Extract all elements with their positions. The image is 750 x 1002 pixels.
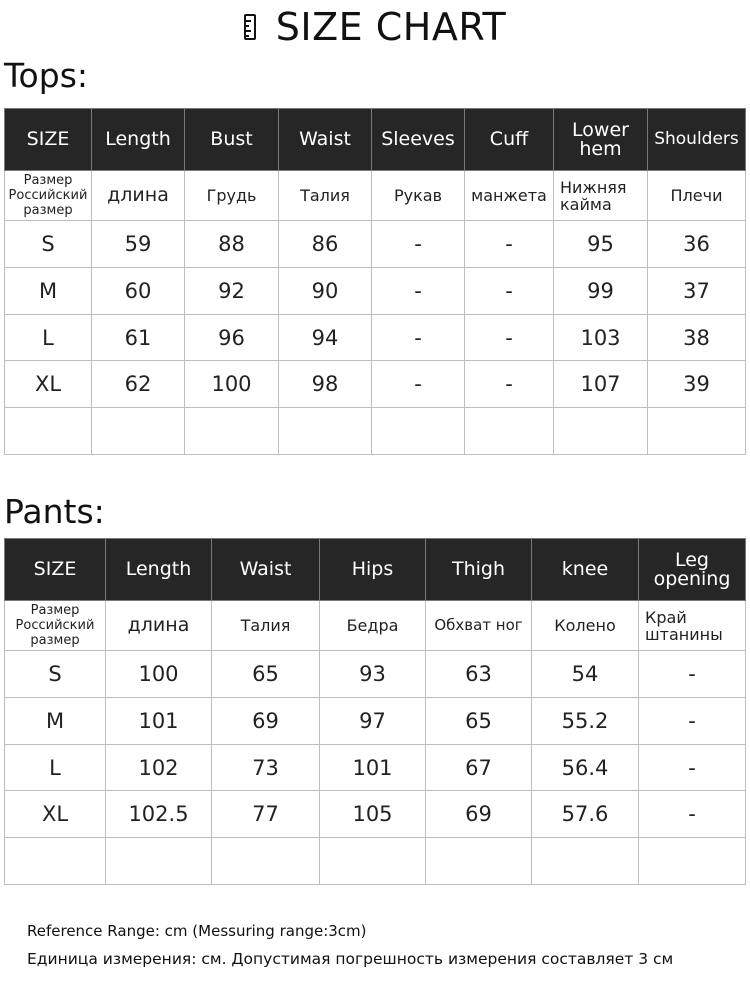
table-row	[5, 408, 746, 455]
tops-ru-shoulders: Плечи	[648, 171, 746, 221]
table-cell: 102	[106, 745, 212, 791]
tops-ru-sleeves: Рукав	[372, 171, 465, 221]
table-cell: 103	[554, 315, 648, 361]
tops-header-shoulders: Shoulders	[648, 109, 746, 171]
table-row	[5, 791, 746, 838]
table-cell: 90	[279, 268, 372, 315]
measurement-notes	[27, 922, 673, 968]
tops-heading: Tops:	[4, 56, 88, 95]
table-cell: 105	[320, 791, 426, 838]
tops-header-lower-hem: Lower hem	[554, 109, 648, 171]
pants-header-waist: Waist	[212, 539, 320, 601]
table-cell: -	[465, 221, 554, 268]
table-cell: -	[639, 698, 746, 745]
table-row	[5, 268, 746, 315]
table-cell	[106, 838, 212, 885]
table-cell: -	[372, 315, 465, 361]
table-cell: -	[465, 361, 554, 408]
table-cell	[465, 408, 554, 455]
pants-ru-length: длина	[106, 601, 212, 651]
table-cell: 92	[185, 268, 279, 315]
table-cell: -	[372, 361, 465, 408]
table-cell: S	[5, 651, 106, 698]
tops-header-row	[5, 109, 746, 171]
tops-header-bust: Bust	[185, 109, 279, 171]
table-cell	[532, 838, 639, 885]
table-cell	[639, 838, 746, 885]
table-cell: -	[372, 268, 465, 315]
tops-ru-cuff: манжета	[465, 171, 554, 221]
reference-range-note: Reference Range: cm (Messuring range:3cm)	[27, 922, 367, 940]
ruler-icon	[244, 14, 256, 40]
table-cell: 57.6	[532, 791, 639, 838]
table-cell: XL	[5, 791, 106, 838]
pants-russian-row	[5, 601, 746, 651]
table-row	[5, 838, 746, 885]
table-cell: 101	[320, 745, 426, 791]
table-cell: M	[5, 268, 92, 315]
table-cell: 97	[320, 698, 426, 745]
table-row	[5, 361, 746, 408]
table-cell	[5, 838, 106, 885]
tops-header-waist: Waist	[279, 109, 372, 171]
pants-header-leg-opening: Leg opening	[639, 539, 746, 601]
table-cell: 98	[279, 361, 372, 408]
pants-header-size: SIZE	[5, 539, 106, 601]
table-cell: 39	[648, 361, 746, 408]
pants-ru-size: Размер Российский размер	[5, 601, 106, 651]
table-cell: 96	[185, 315, 279, 361]
table-cell: 56.4	[532, 745, 639, 791]
table-cell	[185, 408, 279, 455]
pants-size-table	[4, 538, 746, 885]
table-cell	[92, 408, 185, 455]
table-cell	[554, 408, 648, 455]
table-cell: -	[465, 315, 554, 361]
pants-header-row	[5, 539, 746, 601]
table-cell: S	[5, 221, 92, 268]
table-row	[5, 651, 746, 698]
table-cell: 65	[426, 698, 532, 745]
table-cell: 54	[532, 651, 639, 698]
tops-ru-waist: Талия	[279, 171, 372, 221]
table-cell: 101	[106, 698, 212, 745]
table-cell: 107	[554, 361, 648, 408]
table-cell	[5, 408, 92, 455]
tops-header-length: Length	[92, 109, 185, 171]
pants-ru-waist: Талия	[212, 601, 320, 651]
pants-ru-thigh: Обхват ног	[426, 601, 532, 651]
tops-ru-bust: Грудь	[185, 171, 279, 221]
table-cell: -	[372, 221, 465, 268]
pants-ru-leg-opening: Край штанины	[639, 601, 746, 651]
table-cell: -	[639, 651, 746, 698]
table-cell: 38	[648, 315, 746, 361]
table-cell: 95	[554, 221, 648, 268]
table-cell: 94	[279, 315, 372, 361]
table-cell: 100	[106, 651, 212, 698]
pants-ru-knee: Колено	[532, 601, 639, 651]
page-title: SIZE CHART	[275, 5, 507, 49]
table-cell: 88	[185, 221, 279, 268]
table-cell: 63	[426, 651, 532, 698]
table-cell: -	[639, 791, 746, 838]
table-cell	[426, 838, 532, 885]
tops-ru-length: длина	[92, 171, 185, 221]
tops-header-size: SIZE	[5, 109, 92, 171]
russian-unit-note: Единица измерения: см. Допустимая погрешность измерения составляет 3 см	[27, 950, 674, 968]
table-cell: 59	[92, 221, 185, 268]
table-cell: 99	[554, 268, 648, 315]
pants-heading: Pants:	[4, 492, 105, 531]
table-cell: 86	[279, 221, 372, 268]
table-cell: 36	[648, 221, 746, 268]
table-cell: 102.5	[106, 791, 212, 838]
table-row	[5, 315, 746, 361]
table-cell: 65	[212, 651, 320, 698]
table-cell: L	[5, 315, 92, 361]
table-cell: 69	[212, 698, 320, 745]
pants-header-length: Length	[106, 539, 212, 601]
table-cell: 55.2	[532, 698, 639, 745]
table-cell: 93	[320, 651, 426, 698]
tops-ru-lower-hem: Нижняя кайма	[554, 171, 648, 221]
pants-header-knee: knee	[532, 539, 639, 601]
table-cell	[372, 408, 465, 455]
table-cell: 61	[92, 315, 185, 361]
table-cell: 73	[212, 745, 320, 791]
tops-header-cuff: Cuff	[465, 109, 554, 171]
tops-ru-size: Размер Российский размер	[5, 171, 92, 221]
table-cell: -	[639, 745, 746, 791]
table-cell: 37	[648, 268, 746, 315]
pants-header-hips: Hips	[320, 539, 426, 601]
table-row	[5, 745, 746, 791]
tops-header-sleeves: Sleeves	[372, 109, 465, 171]
table-cell: 77	[212, 791, 320, 838]
table-cell: XL	[5, 361, 92, 408]
table-cell	[212, 838, 320, 885]
table-cell	[320, 838, 426, 885]
table-cell: L	[5, 745, 106, 791]
table-cell	[279, 408, 372, 455]
table-cell: 62	[92, 361, 185, 408]
table-row	[5, 221, 746, 268]
table-cell: -	[465, 268, 554, 315]
table-cell: 69	[426, 791, 532, 838]
table-cell: 60	[92, 268, 185, 315]
table-row	[5, 698, 746, 745]
pants-ru-hips: Бедра	[320, 601, 426, 651]
table-cell: 67	[426, 745, 532, 791]
tops-size-table	[4, 108, 746, 455]
table-cell	[648, 408, 746, 455]
pants-header-thigh: Thigh	[426, 539, 532, 601]
table-cell: 100	[185, 361, 279, 408]
page-header	[0, 4, 750, 50]
tops-russian-row	[5, 171, 746, 221]
table-cell: M	[5, 698, 106, 745]
